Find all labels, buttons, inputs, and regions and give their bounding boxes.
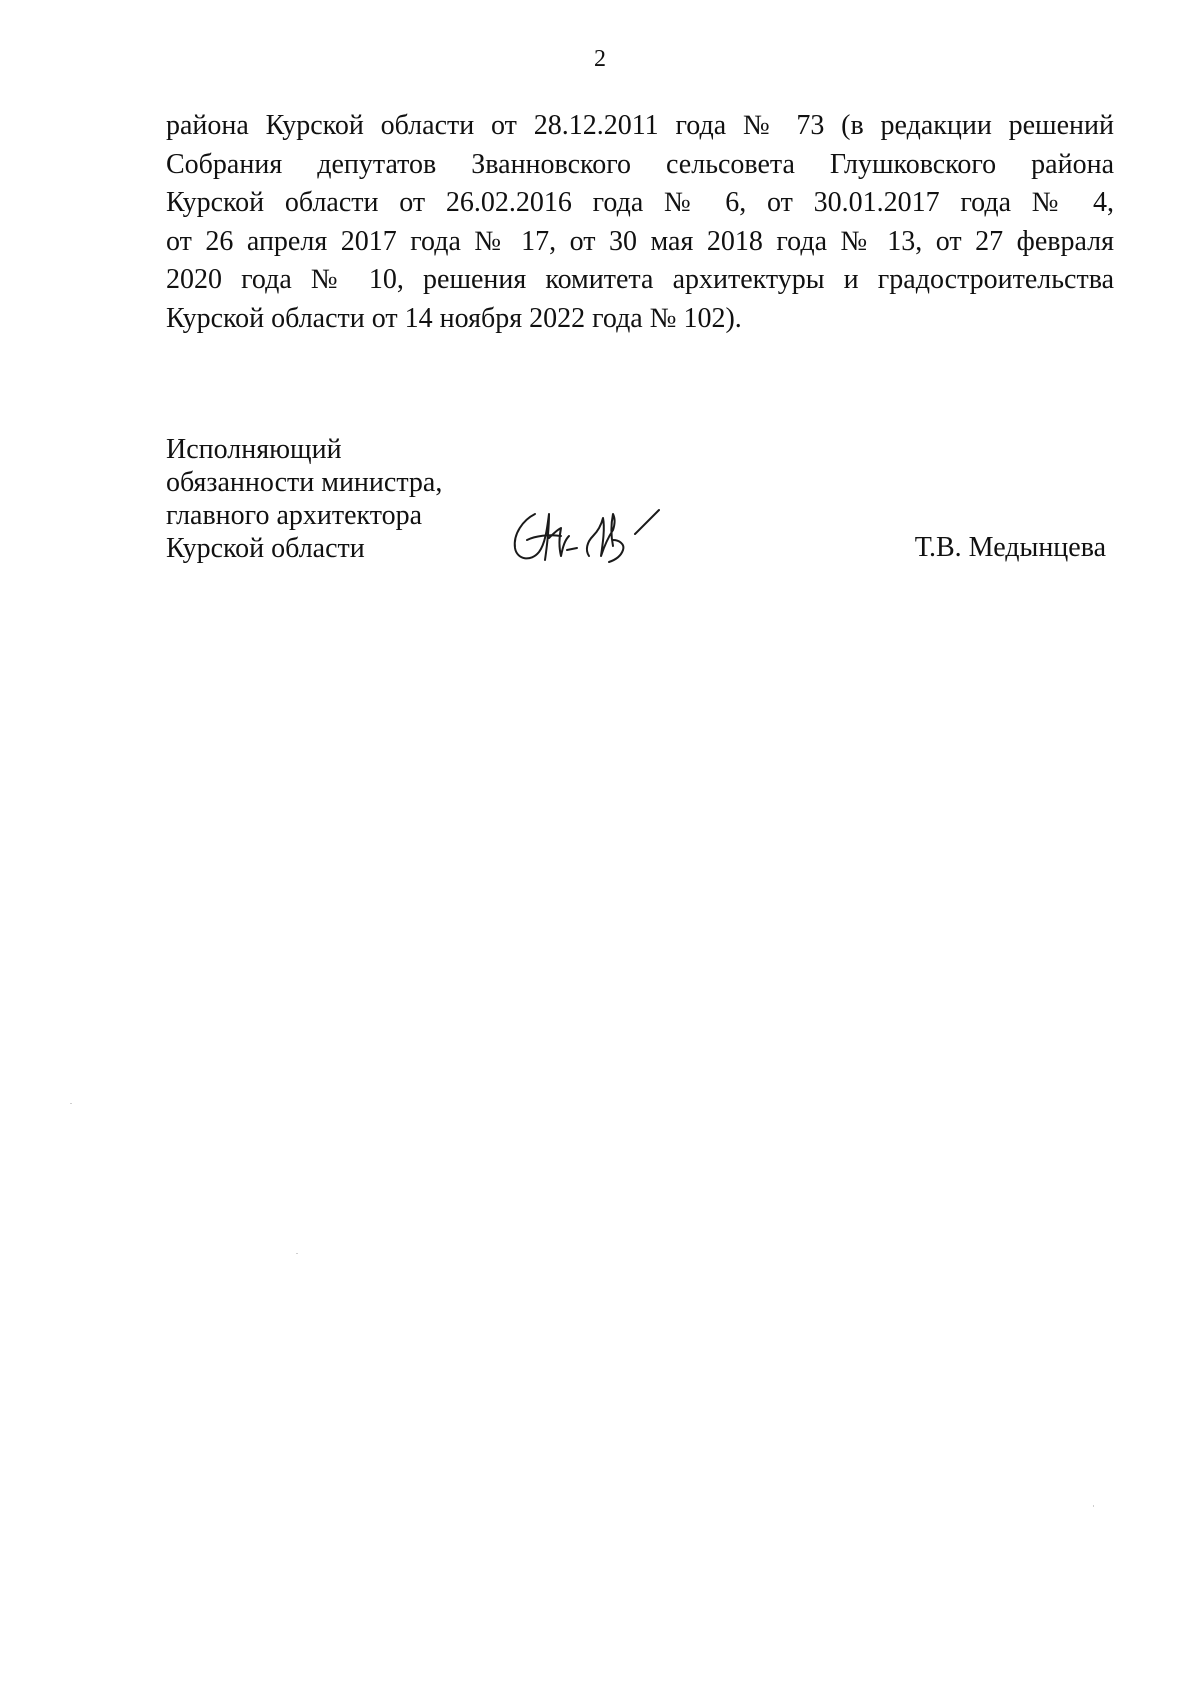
scan-speck bbox=[296, 1253, 298, 1254]
signatory-title-line: главного архитектора bbox=[166, 500, 423, 531]
signatory-title-line: Курской области bbox=[166, 533, 365, 564]
body-line: от 26 апреля 2017 года № 17, от 30 мая 2018 года № 13, от 27 февраля bbox=[166, 225, 1114, 257]
signatory-title bbox=[166, 433, 442, 565]
body-line: 2020 года № 10, решения комитета архитектуры и градостроительства bbox=[166, 264, 1114, 295]
body-line: района Курской области от 28.12.2011 года № 73 (в редакции решений bbox=[166, 110, 1114, 141]
handwritten-signature bbox=[505, 500, 665, 570]
scan-speck bbox=[1093, 1505, 1094, 1507]
body-line: Собрания депутатов Званновского сельсовета Глушковского района bbox=[166, 148, 1114, 180]
signatory-name: Т.В. Медынцева bbox=[914, 532, 1106, 563]
scan-speck bbox=[70, 1103, 72, 1104]
page-number: 2 bbox=[594, 46, 606, 72]
signatory-title-line: Исполняющий bbox=[166, 434, 342, 465]
signatory-title-line: обязанности министра, bbox=[166, 467, 443, 498]
body-line: Курской области от 14 ноября 2022 года № 102). bbox=[166, 302, 742, 334]
body-line: Курской области от 26.02.2016 года № 6, от 30.01.2017 года № 4, bbox=[166, 187, 1114, 218]
body-paragraph bbox=[166, 107, 1114, 338]
